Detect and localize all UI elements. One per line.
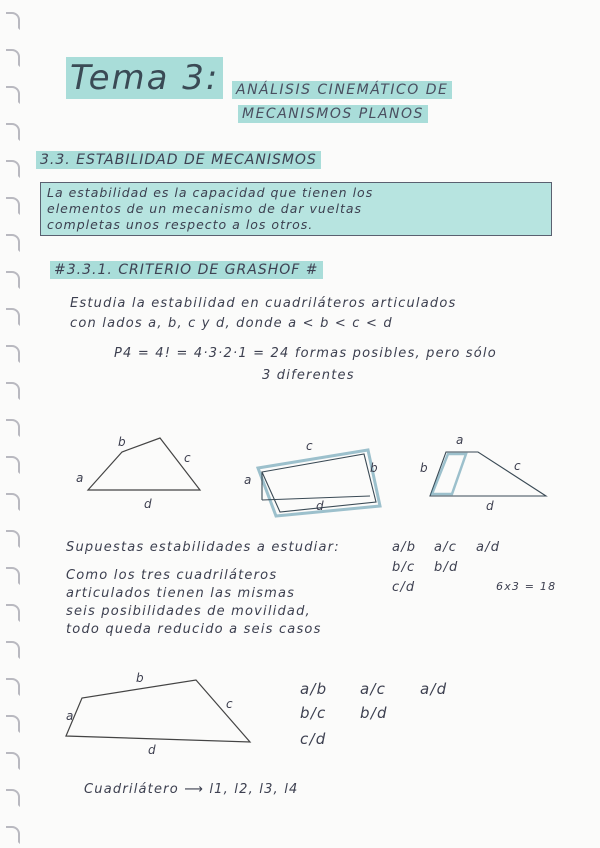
stability-row-2-b: b/d: [434, 560, 459, 575]
fig1-label-d: d: [144, 497, 152, 511]
fig4-label-b: b: [136, 671, 144, 685]
formula-line-1: P4 = 4! = 4·3·2·1 = 24 formas posibles, pero sólo: [114, 346, 497, 361]
explanation-line-4: todo queda reducido a seis casos: [66, 622, 322, 637]
case-row-1-b: a/c: [360, 680, 387, 698]
title-line-2-text: MECANISMOS PLANOS: [238, 105, 428, 123]
fig4-label-a: a: [66, 709, 74, 723]
case-row-2-a: b/c: [300, 704, 327, 722]
fig1-label-c: c: [184, 451, 191, 465]
section-heading-text: 3.3. ESTABILIDAD DE MECANISMOS: [36, 151, 321, 169]
fig2-label-b: b: [370, 461, 378, 475]
quadrilateral-figure-2: [244, 439, 380, 516]
case-row-2-b: b/d: [360, 704, 388, 722]
stability-row-1-c: a/d: [476, 540, 501, 555]
stability-count: 6x3 = 18: [496, 580, 557, 593]
fig3-label-a: a: [456, 433, 464, 447]
formula-line-2: 3 diferentes: [262, 368, 355, 383]
definition-line-3: completas unos respecto a los otros.: [47, 217, 314, 232]
case-row-1-a: a/b: [300, 680, 328, 698]
stabilities-lead: Supuestas estabilidades a estudiar:: [66, 540, 340, 555]
stability-row-2-a: b/c: [392, 560, 416, 575]
stability-row-1-a: a/b: [392, 540, 417, 555]
title-main: Tema 3:: [66, 57, 223, 99]
fig2-label-d: d: [316, 499, 324, 513]
fig3-label-c: c: [514, 459, 521, 473]
fig2-label-c: c: [306, 439, 313, 453]
intro-line-1: Estudia la estabilidad en cuadriláteros articulados: [70, 296, 457, 311]
explanation-line-3: seis posibilidades de movilidad,: [66, 604, 311, 619]
stability-row-3-a: c/d: [392, 580, 416, 595]
footer-note: Cuadrilátero ⟶ l1, l2, l3, l4: [84, 782, 299, 797]
stability-row-1-b: a/c: [434, 540, 458, 555]
case-row-1-c: a/d: [420, 680, 448, 698]
explanation-line-2: articulados tienen las mismas: [66, 586, 296, 601]
fig2-label-a: a: [244, 473, 252, 487]
quadrilateral-figure-1: [76, 435, 200, 511]
fig4-label-c: c: [226, 697, 233, 711]
intro-line-2: con lados a, b, c y d, donde a < b < c < d: [70, 316, 393, 331]
quadrilateral-figure-4: [66, 671, 250, 757]
quadrilateral-figure-3: [420, 433, 546, 513]
title-line-1-text: ANÁLISIS CINEMÁTICO DE: [232, 81, 452, 99]
fig1-label-a: a: [76, 471, 84, 485]
definition-line-2: elementos de un mecanismo de dar vueltas: [47, 201, 363, 216]
fig3-label-b: b: [420, 461, 428, 475]
fig4-label-d: d: [148, 743, 156, 757]
fig3-label-d: d: [486, 499, 494, 513]
definition-line-1: La estabilidad es la capacidad que tienen los: [47, 185, 374, 200]
case-row-3-a: c/d: [300, 730, 327, 748]
subsection-heading-text: #3.3.1. CRITERIO DE GRASHOF #: [50, 261, 323, 279]
explanation-line-1: Como los tres cuadriláteros: [66, 568, 278, 583]
fig1-label-b: b: [118, 435, 126, 449]
